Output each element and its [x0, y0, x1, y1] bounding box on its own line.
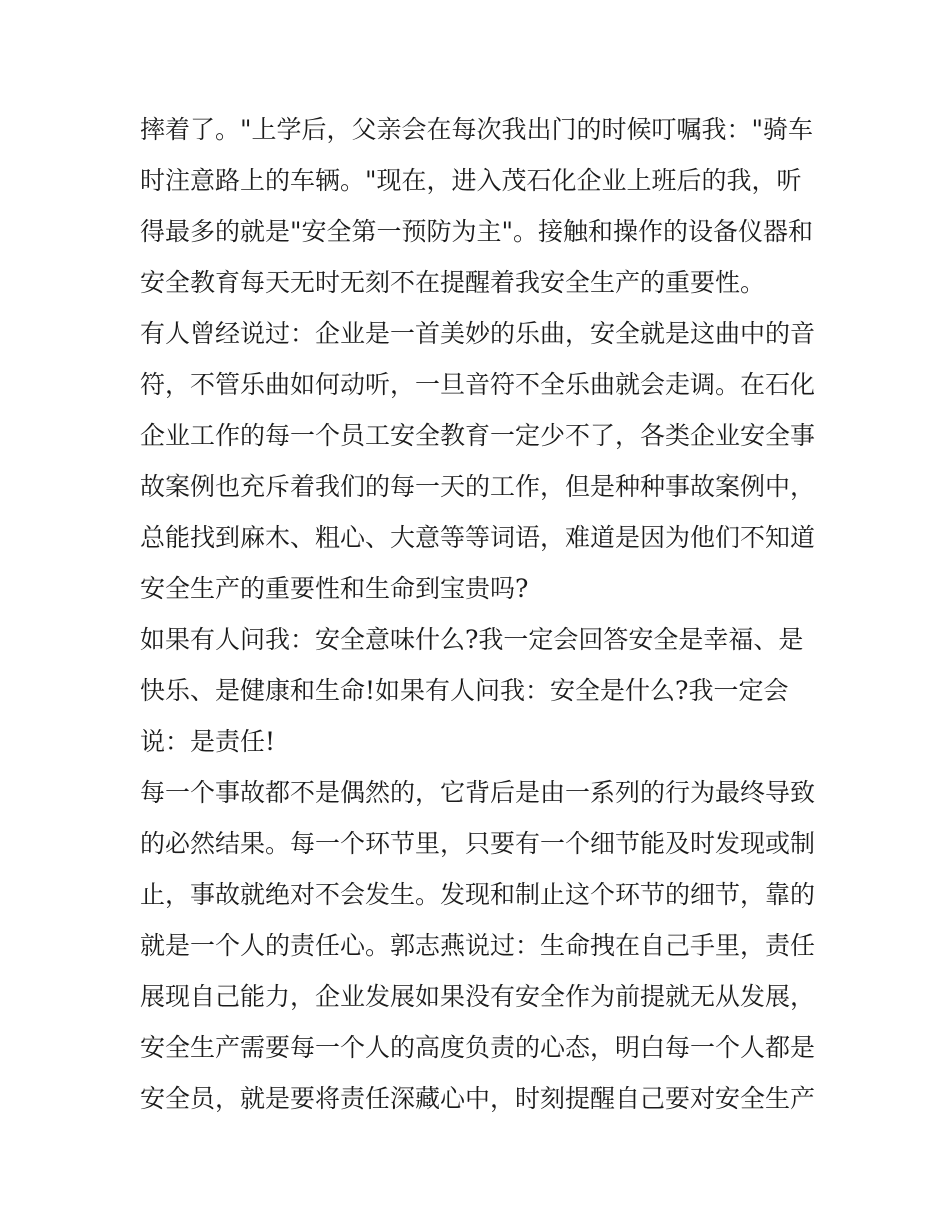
text-line: 安全生产需要每一个人的高度负责的心态，明白每一个人都是 — [140, 1033, 816, 1062]
text-line: 快乐、是健康和生命!如果有人问我：安全是什么?我一定会 — [140, 676, 789, 705]
text-line: 止，事故就绝对不会发生。发现和制止这个环节的细节，靠的 — [140, 880, 816, 909]
text-line: 如果有人问我：安全意味什么?我一定会回答安全是幸福、是 — [140, 625, 804, 654]
text-line: 安全教育每天无时无刻不在提醒着我安全生产的重要性。 — [140, 268, 766, 297]
body-text — [140, 104, 820, 1124]
text-line: 符，不管乐曲如何动听，一旦音符不全乐曲就会走调。在石化 — [140, 370, 816, 399]
text-line: 每一个事故都不是偶然的，它背后是由一系列的行为最终导致 — [140, 778, 816, 807]
text-line: 安全生产的重要性和生命到宝贵吗? — [140, 574, 529, 603]
text-line: 展现自己能力，企业发展如果没有安全作为前提就无从发展， — [140, 982, 816, 1011]
text-line: 故案例也充斥着我们的每一天的工作，但是种种事故案例中， — [140, 472, 816, 501]
text-line: 总能找到麻木、粗心、大意等等词语，难道是因为他们不知道 — [140, 523, 816, 552]
text-line: 企业工作的每一个员工安全教育一定少不了，各类企业安全事 — [140, 421, 816, 450]
text-line: 得最多的就是"安全第一预防为主"。接触和操作的设备仪器和 — [140, 217, 814, 246]
text-line: 的必然结果。每一个环节里，只要有一个细节能及时发现或制 — [140, 829, 816, 858]
text-line: 有人曾经说过：企业是一首美妙的乐曲，安全就是这曲中的音 — [140, 319, 816, 348]
text-line: 说：是责任! — [140, 727, 276, 756]
text-line: 时注意路上的车辆。"现在，进入茂石化企业上班后的我，听 — [140, 166, 802, 195]
text-line: 摔着了。"上学后，父亲会在每次我出门的时候叮嘱我："骑车 — [140, 115, 814, 144]
text-line: 就是一个人的责任心。郭志燕说过：生命拽在自己手里，责任 — [140, 931, 816, 960]
text-line: 安全员，就是要将责任深藏心中，时刻提醒自己要对安全生产 — [140, 1084, 816, 1113]
